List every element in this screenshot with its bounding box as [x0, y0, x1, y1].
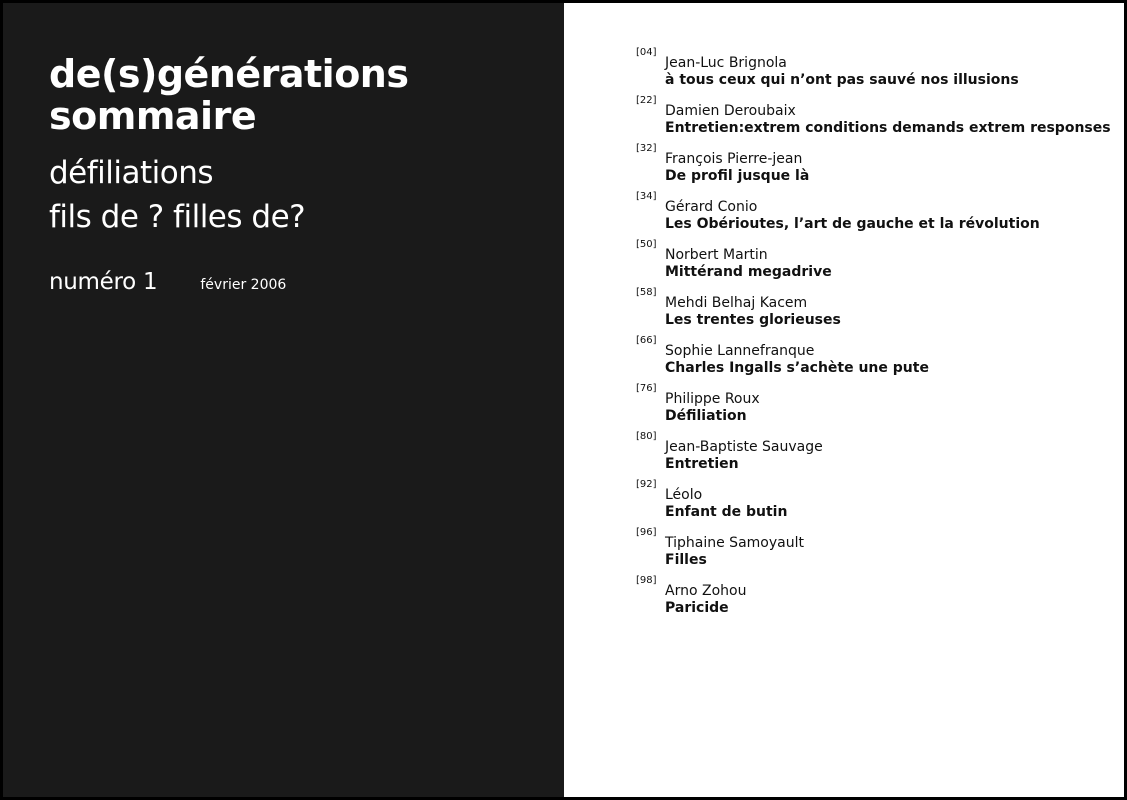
author-name: Philippe Roux — [665, 391, 760, 407]
issue-number: numéro 1 — [49, 269, 158, 295]
author-name: Norbert Martin — [665, 247, 768, 263]
contents-page — [564, 3, 1124, 797]
title-line: de(s)générations — [49, 52, 409, 96]
page-number: [50] — [636, 239, 657, 250]
article-title: Mittérand megadrive — [665, 264, 832, 280]
theme-line: fils de ? filles de? — [49, 199, 306, 235]
article-title: Entretien:extrem conditions demands extrem responses — [665, 120, 1111, 136]
article-title: Défiliation — [665, 408, 747, 424]
author-name: Tiphaine Samoyault — [665, 535, 804, 551]
author-name: Jean-Baptiste Sauvage — [665, 439, 823, 455]
author-name: Arno Zohou — [665, 583, 747, 599]
page-number: [34] — [636, 191, 657, 202]
article-title: Les Obérioutes, l’art de gauche et la révolution — [665, 216, 1040, 232]
author-name: Jean-Luc Brignola — [665, 55, 787, 71]
author-name: Damien Deroubaix — [665, 103, 796, 119]
article-title: Les trentes glorieuses — [665, 312, 841, 328]
article-title: Enfant de butin — [665, 504, 788, 520]
page-number: [32] — [636, 143, 657, 154]
page-number: [04] — [636, 47, 657, 58]
article-title: De profil jusque là — [665, 168, 810, 184]
issue-theme — [49, 151, 305, 239]
author-name: Sophie Lannefranque — [665, 343, 815, 359]
theme-line: défiliations — [49, 155, 214, 191]
page-number: [76] — [636, 383, 657, 394]
issue-info — [49, 269, 286, 295]
page-number: [92] — [636, 479, 657, 490]
title-line: sommaire — [49, 94, 257, 138]
article-title: Filles — [665, 552, 707, 568]
author-name: Mehdi Belhaj Kacem — [665, 295, 808, 311]
page-number: [22] — [636, 95, 657, 106]
article-title: Charles Ingalls s’achète une pute — [665, 360, 929, 376]
cover-page — [3, 3, 564, 797]
page-number: [98] — [636, 575, 657, 586]
page-number: [58] — [636, 287, 657, 298]
article-title: Paricide — [665, 600, 729, 616]
article-title: Entretien — [665, 456, 739, 472]
article-title: à tous ceux qui n’ont pas sauvé nos illusions — [665, 72, 1019, 88]
issue-date: février 2006 — [200, 277, 287, 293]
author-name: Léolo — [665, 487, 703, 503]
author-name: François Pierre-jean — [665, 151, 803, 167]
page-number: [66] — [636, 335, 657, 346]
page-number: [80] — [636, 431, 657, 442]
magazine-title — [49, 53, 408, 137]
page-number: [96] — [636, 527, 657, 538]
author-name: Gérard Conio — [665, 199, 758, 215]
